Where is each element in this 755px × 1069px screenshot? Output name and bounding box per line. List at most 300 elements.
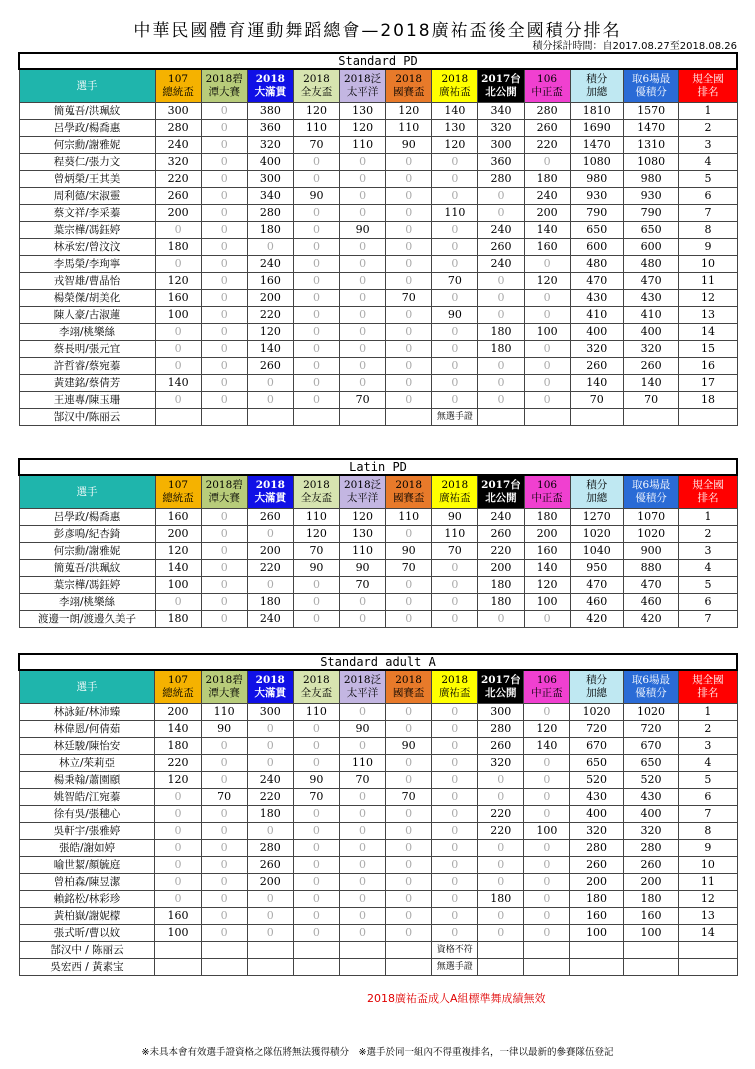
empty-cell — [524, 409, 570, 426]
score-cell: 100 — [155, 925, 201, 942]
score-cell: 70 — [293, 543, 339, 560]
player-name: 張式昕/曹以妏 — [19, 925, 155, 942]
table-caption-row — [19, 654, 737, 670]
score-cell: 0 — [386, 823, 432, 840]
header-competition — [524, 475, 570, 509]
score-cell: 0 — [293, 239, 339, 256]
score-cell: 0 — [155, 806, 201, 823]
best-cell: 70 — [623, 392, 679, 409]
score-cell: 100 — [155, 577, 201, 594]
score-cell: 70 — [339, 772, 385, 789]
header-competition-line1: 2018 — [395, 479, 423, 491]
score-cell: 0 — [432, 755, 478, 772]
score-cell: 130 — [432, 120, 478, 137]
rank-cell: 3 — [679, 738, 737, 755]
header-competition-line1: 2018 — [255, 674, 285, 686]
header-competition-line2: 全友盃 — [300, 492, 333, 504]
score-cell: 0 — [386, 925, 432, 942]
best-cell: 650 — [623, 755, 679, 772]
score-cell: 0 — [386, 375, 432, 392]
table-row — [19, 738, 737, 755]
score-cell: 0 — [524, 806, 570, 823]
table-row — [19, 806, 737, 823]
score-cell: 220 — [478, 823, 524, 840]
score-cell: 0 — [293, 222, 339, 239]
player-name: 葉宗樺/馮鈺婷 — [19, 222, 155, 239]
score-cell: 300 — [155, 103, 201, 120]
score-cell: 70 — [432, 273, 478, 290]
total-cell: 280 — [570, 840, 623, 857]
score-cell: 140 — [247, 341, 293, 358]
score-cell: 0 — [524, 908, 570, 925]
score-cell: 340 — [478, 103, 524, 120]
header-competition — [247, 475, 293, 509]
header-best-line1: 取6場最 — [632, 479, 671, 491]
score-cell: 0 — [201, 772, 247, 789]
rank-cell: 6 — [679, 594, 737, 611]
score-cell: 0 — [293, 738, 339, 755]
best-cell: 600 — [623, 239, 679, 256]
table-row — [19, 290, 737, 307]
header-competition-line2: 總統盃 — [162, 687, 194, 699]
note-row — [19, 942, 737, 959]
score-cell: 0 — [155, 222, 201, 239]
score-cell: 0 — [247, 526, 293, 543]
score-cell: 0 — [293, 857, 339, 874]
best-cell: 410 — [623, 307, 679, 324]
score-cell: 0 — [293, 307, 339, 324]
score-cell: 260 — [478, 526, 524, 543]
empty-cell — [340, 409, 386, 426]
score-cell: 320 — [155, 154, 201, 171]
rank-cell: 12 — [679, 290, 737, 307]
score-cell: 200 — [247, 874, 293, 891]
invalid-result-notice: 2018廣祐盃成人A組標準舞成績無效 — [367, 992, 546, 1005]
header-competition-line2: 大滿貫 — [254, 86, 287, 98]
rank-cell: 14 — [679, 324, 737, 341]
score-cell: 0 — [432, 806, 478, 823]
score-cell: 0 — [432, 925, 478, 942]
header-competition-line1: 107 — [168, 479, 189, 491]
player-name: 郜汉中/陈丽云 — [19, 409, 155, 426]
rank-cell: 2 — [679, 120, 737, 137]
score-cell: 200 — [247, 290, 293, 307]
table-row — [19, 560, 737, 577]
score-cell: 0 — [524, 789, 570, 806]
score-cell: 0 — [201, 290, 247, 307]
score-cell: 0 — [524, 307, 570, 324]
score-cell: 180 — [478, 594, 524, 611]
score-cell: 0 — [524, 772, 570, 789]
best-cell: 260 — [623, 358, 679, 375]
standard-pd-table — [18, 52, 738, 426]
score-cell: 0 — [340, 611, 386, 628]
score-cell: 0 — [524, 755, 570, 772]
score-cell: 0 — [293, 840, 339, 857]
score-cell: 0 — [293, 891, 339, 908]
header-competition-line1: 107 — [168, 674, 189, 686]
header-competition-line1: 2018碧 — [205, 479, 243, 491]
score-cell: 300 — [478, 137, 524, 154]
empty-cell — [247, 942, 293, 959]
table-header-row — [19, 670, 737, 704]
score-cell: 0 — [478, 188, 524, 205]
player-name: 楊榮傑/胡美化 — [19, 290, 155, 307]
rank-cell: 3 — [679, 137, 737, 154]
header-competition-line2: 太平洋 — [346, 687, 379, 699]
rank-cell: 15 — [679, 341, 737, 358]
header-rank — [679, 670, 737, 704]
best-cell: 470 — [623, 273, 679, 290]
header-best-line1: 取6場最 — [631, 674, 671, 686]
player-name: 何宗勳/謝雅妮 — [19, 543, 155, 560]
header-competition-line2: 中正盃 — [531, 492, 563, 504]
score-cell: 180 — [478, 577, 524, 594]
empty-cell — [247, 959, 293, 976]
empty-cell — [623, 409, 679, 426]
score-cell: 0 — [478, 857, 524, 874]
header-player: 選手 — [19, 670, 155, 704]
table-row — [19, 273, 737, 290]
score-cell: 0 — [386, 171, 432, 188]
score-cell: 0 — [339, 857, 385, 874]
score-cell: 0 — [386, 273, 432, 290]
score-cell: 0 — [155, 358, 201, 375]
score-cell: 0 — [386, 358, 432, 375]
rank-cell: 4 — [679, 560, 737, 577]
score-cell: 120 — [524, 577, 570, 594]
score-cell: 220 — [155, 755, 201, 772]
score-cell: 0 — [339, 806, 385, 823]
score-cell: 70 — [293, 789, 339, 806]
score-cell: 0 — [155, 392, 201, 409]
score-cell: 0 — [478, 840, 524, 857]
table-caption: Latin PD — [19, 459, 737, 475]
header-total-line2: 加總 — [586, 86, 608, 98]
header-competition-line2: 中正盃 — [531, 86, 563, 98]
score-cell: 0 — [340, 307, 386, 324]
player-name: 張皓/謝如婷 — [19, 840, 155, 857]
score-cell: 0 — [339, 789, 385, 806]
header-competition-line2: 全友盃 — [300, 687, 333, 699]
score-cell: 300 — [478, 704, 524, 721]
score-cell: 100 — [524, 823, 570, 840]
score-cell: 0 — [155, 256, 201, 273]
score-cell: 0 — [201, 891, 247, 908]
score-cell: 0 — [478, 307, 524, 324]
player-name: 李翊/桃樂絲 — [19, 594, 155, 611]
table-row — [19, 721, 737, 738]
score-cell: 0 — [201, 154, 247, 171]
empty-cell — [478, 409, 524, 426]
footer-note: ※未具本會有效選手證資格之隊伍將無法獲得積分 ※選手於同一組內不得重複排名，一律以最新的參賽隊伍登記 — [141, 1047, 614, 1058]
rank-cell: 10 — [679, 857, 737, 874]
score-cell: 0 — [293, 171, 339, 188]
score-cell: 120 — [155, 273, 201, 290]
total-cell: 790 — [570, 205, 623, 222]
score-cell: 240 — [247, 611, 293, 628]
best-cell: 880 — [623, 560, 679, 577]
table-row — [19, 392, 737, 409]
score-cell: 360 — [247, 120, 293, 137]
score-cell: 70 — [386, 290, 432, 307]
latin-pd-table — [18, 458, 738, 628]
table-row — [19, 840, 737, 857]
score-cell: 240 — [155, 137, 201, 154]
score-cell: 120 — [340, 120, 386, 137]
total-cell: 260 — [570, 857, 623, 874]
best-cell: 930 — [623, 188, 679, 205]
empty-cell — [293, 959, 339, 976]
score-cell: 200 — [524, 526, 570, 543]
header-competition-line2: 潭大賽 — [208, 86, 240, 98]
header-total — [570, 475, 623, 509]
score-cell: 0 — [386, 324, 432, 341]
score-cell: 260 — [247, 857, 293, 874]
score-cell: 300 — [247, 704, 293, 721]
score-cell: 0 — [386, 840, 432, 857]
empty-cell — [201, 959, 247, 976]
header-competition-line2: 總統盃 — [162, 86, 194, 98]
header-competition — [155, 69, 201, 103]
score-cell: 0 — [201, 577, 247, 594]
score-cell: 0 — [201, 594, 247, 611]
header-competition — [247, 69, 293, 103]
player-name: 簡蒐吾/洪珮紋 — [19, 560, 155, 577]
table-row — [19, 137, 737, 154]
player-name: 喻世絜/顏毓庭 — [19, 857, 155, 874]
score-cell: 0 — [386, 577, 432, 594]
score-cell: 0 — [293, 324, 339, 341]
score-cell: 110 — [293, 704, 339, 721]
score-cell: 0 — [478, 611, 524, 628]
score-cell: 0 — [293, 205, 339, 222]
table-row — [19, 120, 737, 137]
score-cell: 0 — [339, 925, 385, 942]
score-cell: 120 — [524, 721, 570, 738]
score-cell: 240 — [478, 509, 524, 526]
header-competition — [478, 69, 524, 103]
score-cell: 320 — [478, 755, 524, 772]
score-cell: 140 — [155, 721, 201, 738]
score-cell: 0 — [386, 256, 432, 273]
score-cell: 260 — [524, 120, 570, 137]
score-cell: 140 — [524, 222, 570, 239]
score-cell: 0 — [201, 358, 247, 375]
empty-cell — [201, 409, 247, 426]
score-cell: 0 — [293, 755, 339, 772]
score-cell: 0 — [339, 891, 385, 908]
score-cell: 120 — [524, 273, 570, 290]
total-cell: 200 — [570, 874, 623, 891]
note-cell: 無選手證 — [432, 409, 478, 426]
score-cell: 110 — [432, 205, 478, 222]
score-cell: 0 — [293, 874, 339, 891]
score-cell: 0 — [201, 137, 247, 154]
score-cell: 0 — [340, 324, 386, 341]
score-cell: 0 — [201, 509, 247, 526]
score-cell: 140 — [155, 560, 201, 577]
score-cell: 0 — [339, 874, 385, 891]
score-cell: 70 — [386, 560, 432, 577]
score-cell: 220 — [247, 560, 293, 577]
header-competition-line2: 國賽盃 — [392, 492, 425, 504]
table-caption-row — [19, 53, 737, 69]
total-cell: 430 — [570, 789, 623, 806]
table-caption: Standard adult A — [19, 654, 737, 670]
score-cell: 0 — [201, 823, 247, 840]
table-row — [19, 358, 737, 375]
score-cell: 0 — [340, 273, 386, 290]
score-cell: 280 — [478, 171, 524, 188]
header-rank-line2: 排名 — [697, 86, 719, 98]
score-cell: 120 — [155, 543, 201, 560]
score-cell: 0 — [293, 594, 339, 611]
rank-cell: 5 — [679, 171, 737, 188]
score-cell: 180 — [247, 594, 293, 611]
header-total-line1: 積分 — [586, 674, 608, 686]
header-competition — [340, 475, 386, 509]
total-cell: 410 — [570, 307, 623, 324]
total-cell: 950 — [570, 560, 623, 577]
empty-cell — [247, 409, 293, 426]
score-cell: 0 — [247, 908, 293, 925]
score-cell: 0 — [478, 789, 524, 806]
total-cell: 980 — [570, 171, 623, 188]
score-cell: 0 — [432, 891, 478, 908]
rank-cell: 2 — [679, 721, 737, 738]
header-best-line2: 優積分 — [635, 86, 667, 98]
score-cell: 0 — [386, 772, 432, 789]
empty-cell — [339, 942, 385, 959]
score-cell: 220 — [524, 137, 570, 154]
header-competition-line2: 全友盃 — [300, 86, 333, 98]
score-cell: 160 — [155, 509, 201, 526]
header-rank-line2: 排名 — [697, 492, 719, 504]
rank-cell: 8 — [679, 823, 737, 840]
header-best-line2: 優積分 — [635, 492, 667, 504]
score-cell: 0 — [247, 239, 293, 256]
table-row — [19, 789, 737, 806]
player-name: 林承宏/曾汶汶 — [19, 239, 155, 256]
score-cell: 0 — [386, 205, 432, 222]
best-cell: 400 — [623, 324, 679, 341]
score-cell: 0 — [201, 543, 247, 560]
score-cell: 0 — [293, 392, 339, 409]
player-name: 王連專/陳玉珊 — [19, 392, 155, 409]
table-row — [19, 857, 737, 874]
score-cell: 110 — [432, 526, 478, 543]
empty-cell — [155, 959, 201, 976]
player-name: 戎智雄/曹晶怡 — [19, 273, 155, 290]
score-cell: 0 — [201, 755, 247, 772]
score-cell: 0 — [432, 375, 478, 392]
score-cell: 320 — [478, 120, 524, 137]
header-best — [623, 475, 679, 509]
score-cell: 0 — [155, 874, 201, 891]
rank-cell: 16 — [679, 358, 737, 375]
header-best-line2: 優積分 — [635, 687, 667, 699]
score-cell: 0 — [155, 789, 201, 806]
header-competition — [201, 69, 247, 103]
score-cell: 0 — [293, 375, 339, 392]
score-cell: 0 — [340, 154, 386, 171]
total-cell: 1080 — [570, 154, 623, 171]
score-cell: 70 — [340, 577, 386, 594]
score-cell: 0 — [432, 324, 478, 341]
score-cell: 0 — [293, 925, 339, 942]
table-row — [19, 891, 737, 908]
table-row — [19, 239, 737, 256]
table-header-row — [19, 69, 737, 103]
score-cell: 0 — [247, 891, 293, 908]
score-cell: 0 — [201, 857, 247, 874]
table-caption: Standard PD — [19, 53, 737, 69]
score-cell: 0 — [386, 222, 432, 239]
header-competition-line1: 2018泛 — [343, 73, 382, 85]
score-cell: 0 — [201, 273, 247, 290]
score-cell: 0 — [386, 704, 432, 721]
empty-cell — [293, 942, 339, 959]
score-cell: 0 — [293, 611, 339, 628]
best-cell: 200 — [623, 874, 679, 891]
best-cell: 280 — [623, 840, 679, 857]
best-cell: 470 — [623, 577, 679, 594]
note-row — [19, 959, 737, 976]
score-cell: 120 — [386, 103, 432, 120]
score-cell: 0 — [524, 256, 570, 273]
score-cell: 90 — [386, 738, 432, 755]
empty-cell — [524, 959, 570, 976]
score-cell: 0 — [340, 256, 386, 273]
score-cell: 0 — [340, 594, 386, 611]
score-cell: 0 — [386, 874, 432, 891]
table-row — [19, 925, 737, 942]
score-cell: 70 — [201, 789, 247, 806]
score-cell: 0 — [339, 704, 385, 721]
rank-cell: 7 — [679, 611, 737, 628]
rank-cell: 11 — [679, 874, 737, 891]
score-cell: 0 — [524, 392, 570, 409]
best-cell: 1310 — [623, 137, 679, 154]
player-name: 周利德/宋淑靈 — [19, 188, 155, 205]
score-cell: 0 — [524, 925, 570, 942]
score-cell: 0 — [155, 823, 201, 840]
empty-cell — [570, 409, 623, 426]
score-cell: 90 — [293, 560, 339, 577]
score-cell: 0 — [293, 823, 339, 840]
score-cell: 0 — [386, 611, 432, 628]
header-competition-line1: 2017台 — [481, 73, 521, 85]
score-cell: 220 — [247, 307, 293, 324]
score-cell: 340 — [247, 188, 293, 205]
score-cell: 120 — [247, 324, 293, 341]
score-cell: 130 — [340, 103, 386, 120]
score-cell: 0 — [432, 358, 478, 375]
rank-cell: 10 — [679, 256, 737, 273]
score-cell: 0 — [339, 908, 385, 925]
score-cell: 0 — [293, 908, 339, 925]
score-cell: 140 — [524, 738, 570, 755]
score-cell: 240 — [478, 256, 524, 273]
score-cell: 0 — [478, 392, 524, 409]
rank-cell: 4 — [679, 755, 737, 772]
standard-adult-a-table — [18, 653, 738, 976]
header-competition — [524, 69, 570, 103]
player-name: 黃建銘/蔡倩芳 — [19, 375, 155, 392]
table-row — [19, 188, 737, 205]
header-competition-line1: 2018 — [303, 479, 330, 491]
